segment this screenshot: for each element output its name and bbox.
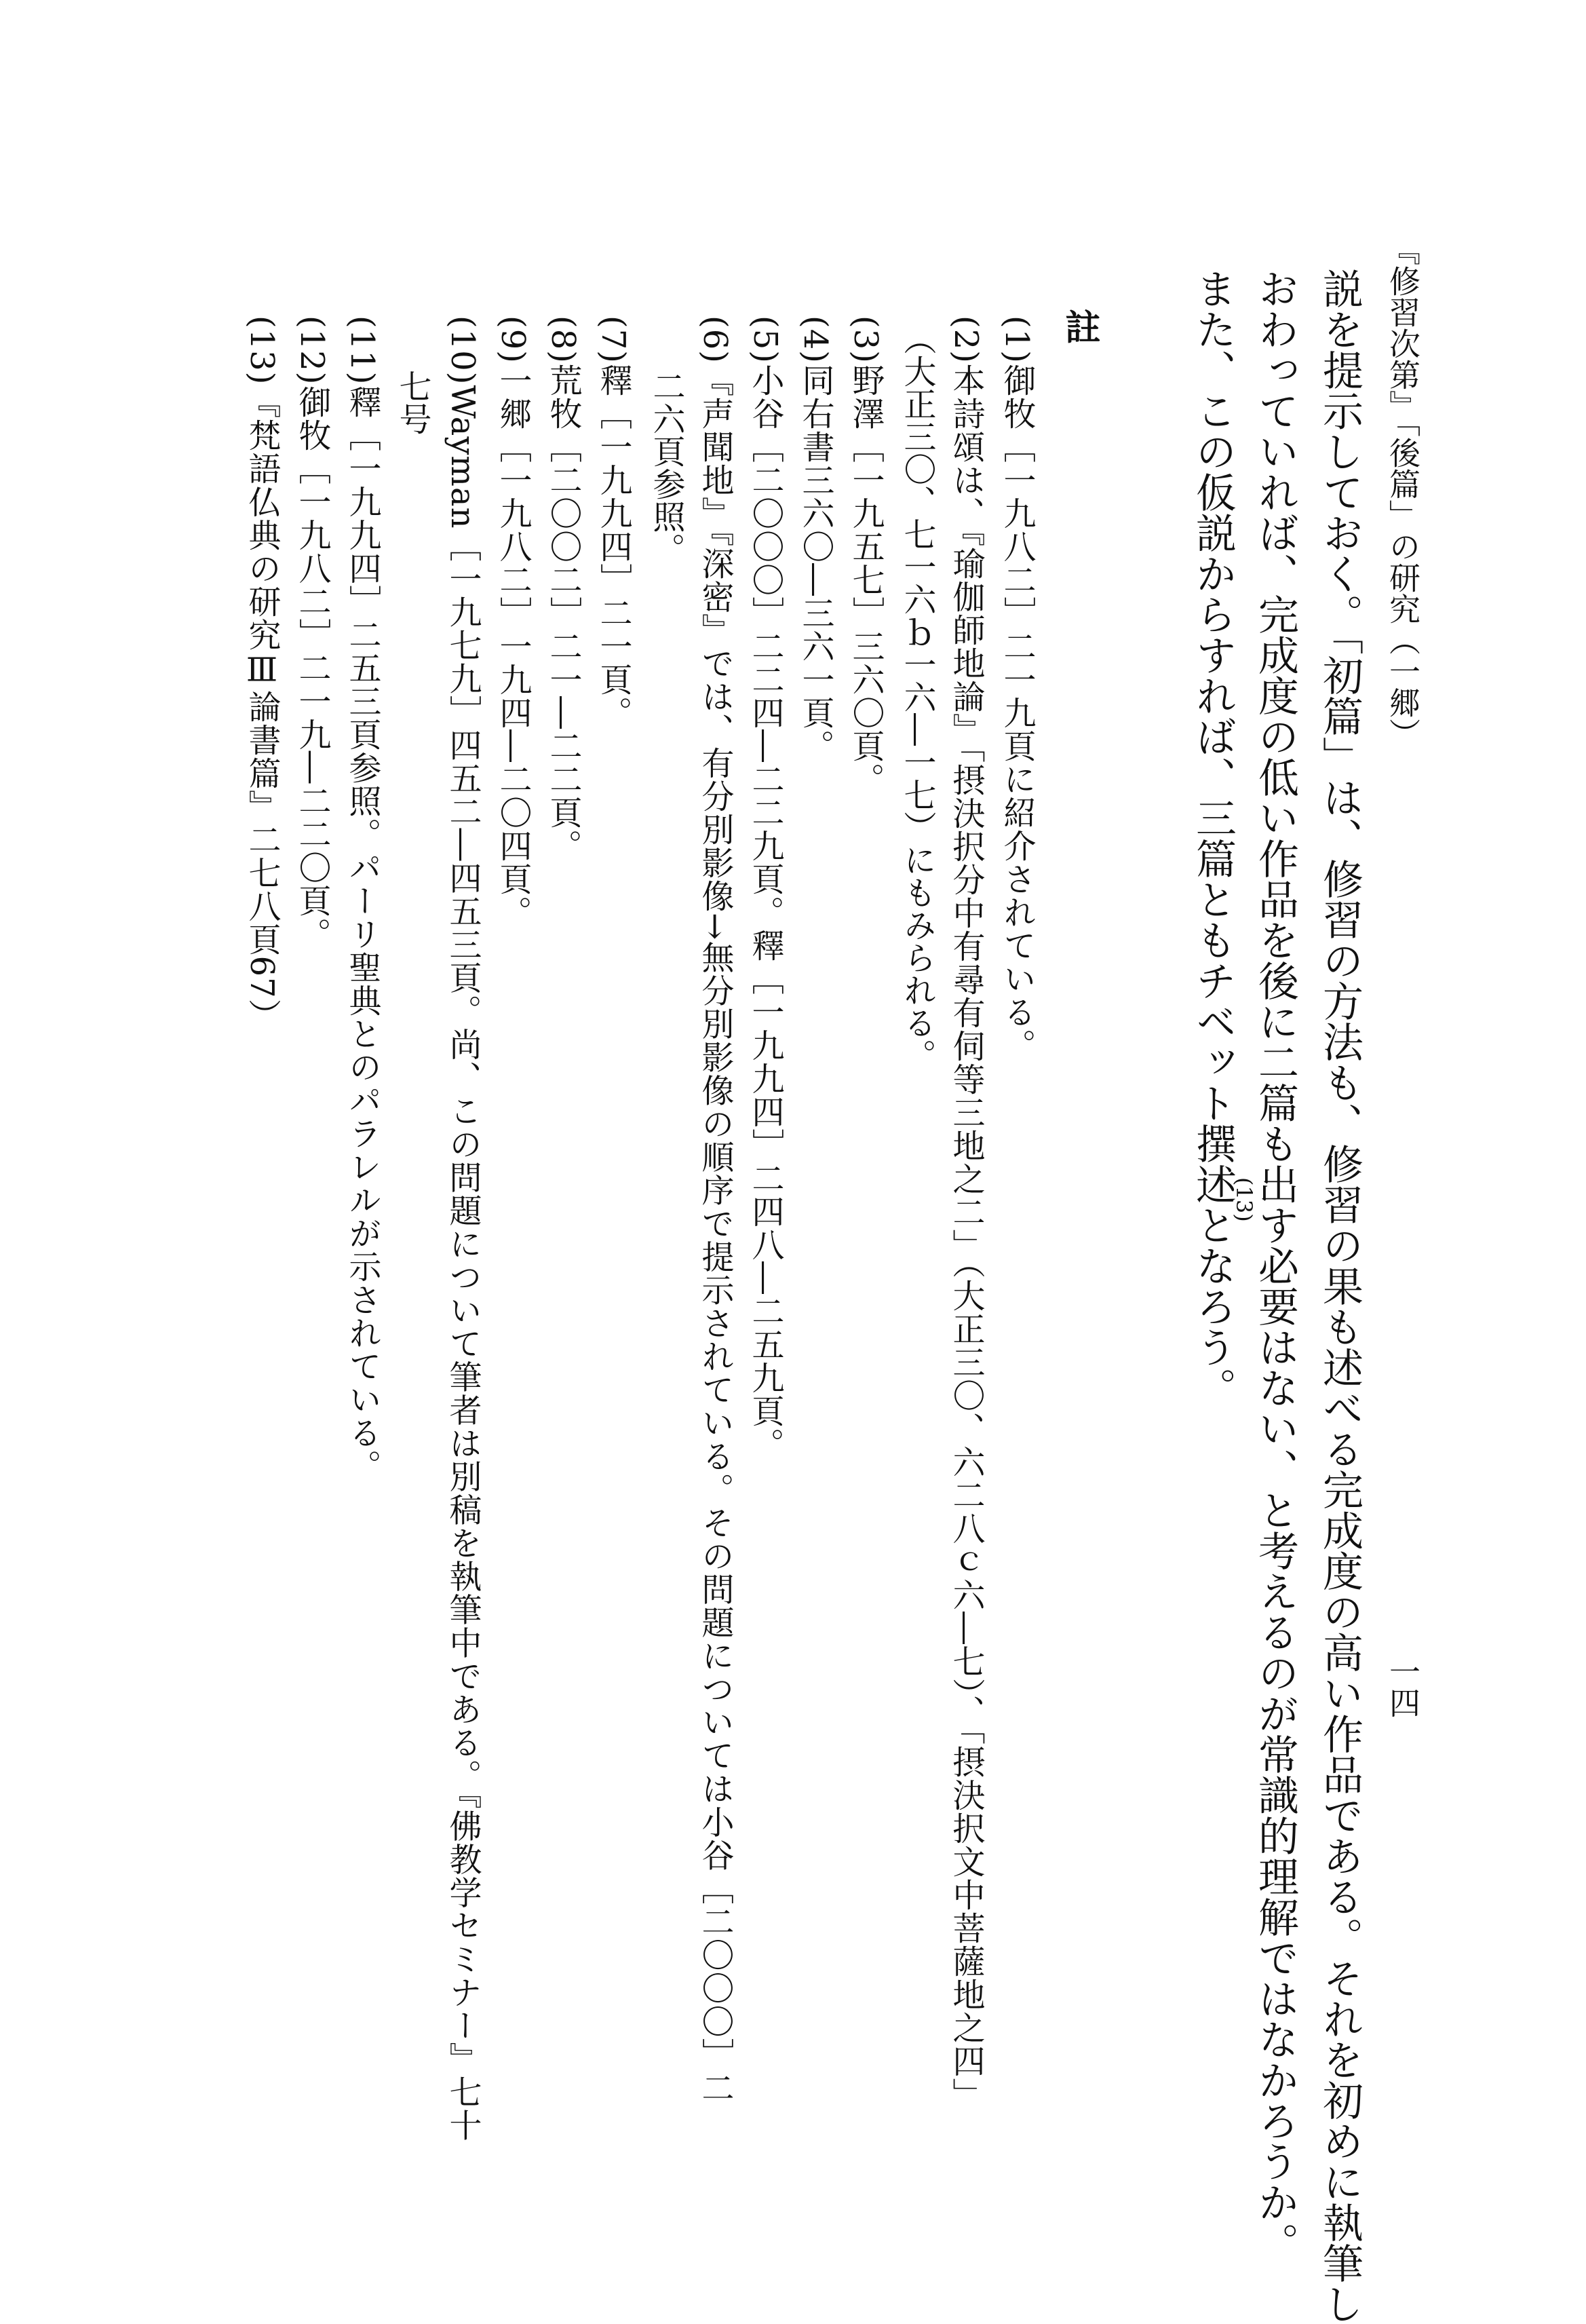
note-text: 御牧［一九八二］二一九頁に紹介されている。 [998,364,1036,1062]
note-text: 御牧［一九八二］二一九―二二〇頁。 [293,385,331,951]
note-9 [494,316,532,929]
footnote-ref: (13) [1231,1177,1257,1222]
note-text: 一郷［一九八二］一九四―二〇四頁。 [494,364,532,929]
note-8 [544,316,582,862]
note-12 [293,316,331,951]
note-3 [847,316,885,796]
note-text: 本詩頌は、『瑜伽師地論』「摂決択分中有尋有伺等三地之二」（大正三〇、六二八ｃ六―七）、「摂決択文中菩薩地之四」 [947,364,985,2111]
running-title: 『修習次第』「後篇」の研究（一郷） [1385,234,1421,749]
note-number: (12) [293,316,331,385]
note-number: (7) [594,316,632,364]
note-number: (9) [494,316,532,364]
note-text: 釋［一九九四］二五三頁参照。パーリ聖典とのパラレルが示されている。 [343,385,381,1483]
note-4 [796,316,834,763]
note-11 [343,316,381,1483]
note-13 [243,316,281,1032]
notes-heading: 註 [1059,309,1100,344]
body-line-2: おわっていれば、完成度の低い作品を後に二篇も出す必要はない、と考えるのが常識的理解ではなかろうか。 [1252,268,1299,2263]
note-number: (10) [444,316,482,385]
note-10 [444,316,482,2142]
note-text: 『声聞地』『深密』では、有分別影像→無分別影像の順序で提示されている。その問題については小谷［二〇〇〇］二 [696,364,734,2105]
note-1 [998,316,1036,1062]
page-number: 一四 [1385,1656,1421,1718]
note-text: 同右書三六〇―三六一頁。 [796,364,834,763]
note-number: (11) [343,316,381,385]
note-number: (4) [796,316,834,364]
note-text: 小谷［二〇〇〇］二二四―二二九頁。釋［一九九四］二四八―二五九頁。 [746,364,784,1461]
note-6 [696,316,734,2105]
note-text: 野澤［一九五七］三六〇頁。 [847,364,885,796]
note-number: (3) [847,316,885,364]
note-2-continued: （大正三〇、七一六ｂ一六―一七）にもみられる。 [898,322,936,1071]
note-2 [947,316,985,2111]
note-5 [746,316,784,1461]
note-10-continued: 七号 [393,370,431,435]
footer-page-marker: 67） [243,955,281,1032]
note-text: 『梵語仏典の研究Ⅲ論書篇』二七八頁 [243,385,281,956]
note-text: 荒牧［二〇〇二］二一―二二頁。 [544,364,582,862]
body-line-1: 説を提示しておく。「初篇」は、修習の方法も、修習の果も述べる完成度の高い作品である。それを初めに執筆し [1316,268,1363,2324]
note-number: (2) [947,316,985,364]
note-number: (13) [243,316,281,385]
note-7 [594,316,632,729]
body-line-3-text: また、この仮説からすれば、三篇ともチベット撰述となろう。 [1189,268,1237,1408]
note-text: Wayman［一九七九］四五二―四五三頁。尚、この問題について筆者は別稿を執筆中である。『佛教学セミナー』七十 [444,385,482,2142]
note-text: 釋［一九九四］二一頁。 [594,364,632,729]
note-6-continued: 二六頁参照。 [647,370,685,565]
note-number: (5) [746,316,784,364]
body-line-3 [1189,268,1237,1408]
note-number: (1) [998,316,1036,364]
note-number: (8) [544,316,582,364]
note-number: (6) [696,316,734,364]
